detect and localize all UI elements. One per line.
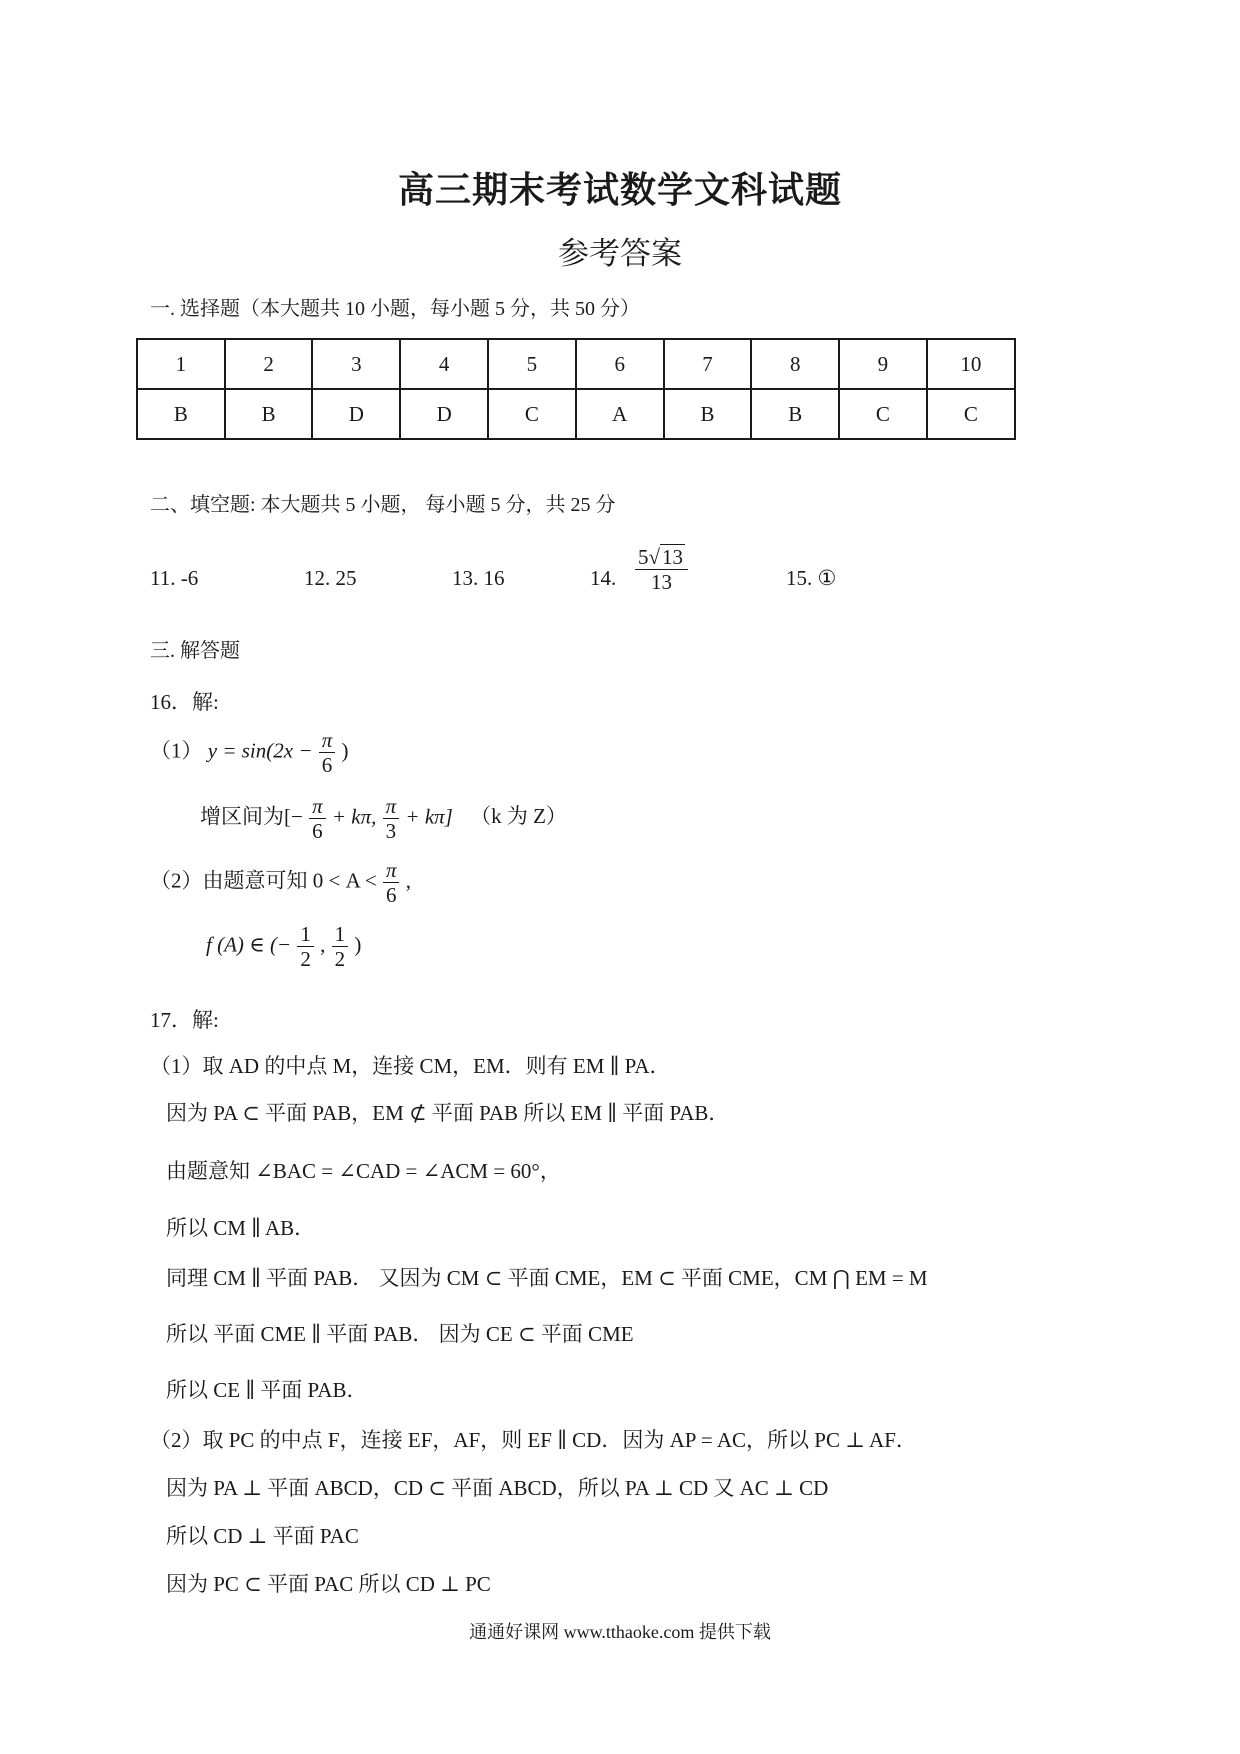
fraction-denominator: 13 [651, 570, 673, 595]
problem-16-range [206, 922, 361, 971]
table-cell: 6 [576, 339, 664, 389]
problem-16-interval [200, 794, 567, 843]
table-cell: D [312, 389, 400, 439]
fraction-denominator: 6 [321, 753, 333, 778]
answer-table-number-row [137, 339, 1015, 389]
table-cell: B [225, 389, 313, 439]
fill-answer-14-label: 14. [590, 566, 617, 590]
formula-text: ) [341, 738, 349, 763]
table-cell: 10 [927, 339, 1015, 389]
table-cell: D [400, 389, 488, 439]
fill-answer-14-fraction: $\frac{5√13}{13}$ [634, 545, 689, 594]
fraction-numerator: π [383, 794, 400, 819]
formula-text: （2）由题意可知 0 < A < [150, 868, 377, 893]
problem-17-label: 17．解: [150, 1008, 219, 1032]
fill-answer-13: 13. 16 [452, 566, 505, 590]
problem-17-line: （2）取 PC 的中点 F，连接 EF，AF，则 EF ∥ CD．因为 AP = AC，所以 PC ⊥ AF． [150, 1428, 917, 1452]
formula-text: y = sin(2x − [207, 738, 313, 763]
problem-16-part1 [150, 728, 349, 777]
fraction-denominator: 3 [385, 819, 397, 844]
table-cell: A [576, 389, 664, 439]
problem-17-line: 因为 PC ⊂ 平面 PAC 所以 CD ⊥ PC [166, 1572, 491, 1596]
table-cell: B [664, 389, 752, 439]
problem-16-label: 16．解: [150, 690, 219, 714]
formula-text: 增区间为[− [200, 804, 303, 829]
page-footer: 通通好课网 www.tthaoke.com 提供下载 [469, 1622, 771, 1642]
formula-text: f (A) ∈ (− [206, 932, 292, 957]
fraction-coefficient: 5 [638, 545, 649, 569]
section2-heading: 二、填空题: 本大题共 5 小题， 每小题 5 分，共 25 分 [150, 494, 616, 516]
table-cell: 5 [488, 339, 576, 389]
table-cell: B [137, 389, 225, 439]
answer-table-answer-row [137, 389, 1015, 439]
formula-text: ) [354, 932, 362, 957]
formula-text: , [405, 868, 411, 893]
fill-answer-11: 11. -6 [150, 566, 199, 590]
interval-note: （k 为 Z） [470, 804, 567, 829]
fraction-numerator: 1 [332, 922, 349, 947]
problem-17-line: 所以 CD ⊥ 平面 PAC [166, 1524, 359, 1548]
formula-text: , [320, 932, 326, 957]
answer-table [136, 338, 1016, 440]
part-label: （1） [150, 738, 203, 763]
problem-17-line: 因为 PA ⊥ 平面 ABCD，CD ⊂ 平面 ABCD，所以 PA ⊥ CD 又 AC ⊥ CD [166, 1476, 829, 1500]
fraction-denominator: 2 [300, 947, 311, 972]
section3-heading: 三. 解答题 [150, 640, 240, 662]
table-cell: C [488, 389, 576, 439]
fraction-radicand: 13 [662, 545, 684, 569]
table-cell: 3 [312, 339, 400, 389]
fraction-numerator: 1 [297, 922, 314, 947]
document-subtitle: 参考答案 [558, 236, 682, 271]
section1-heading: 一. 选择题（本大题共 10 小题，每小题 5 分，共 50 分） [150, 298, 640, 320]
table-cell: 7 [664, 339, 752, 389]
fraction-denominator: 6 [312, 819, 323, 844]
fraction-denominator: 6 [385, 883, 397, 908]
problem-16-part2 [150, 858, 411, 907]
fraction-denominator: 2 [334, 947, 346, 972]
problem-17-line: （1）取 AD 的中点 M，连接 CM，EM．则有 EM ∥ PA． [150, 1054, 671, 1078]
table-cell: 1 [137, 339, 225, 389]
table-cell: 8 [751, 339, 839, 389]
fill-answer-15: 15. ① [786, 566, 837, 590]
table-cell: 4 [400, 339, 488, 389]
problem-17-line: 由题意知 ∠BAC = ∠CAD = ∠ACM = 60°， [166, 1159, 561, 1183]
problem-17-line: 同理 CM ∥ 平面 PAB． 又因为 CM ⊂ 平面 CME，EM ⊂ 平面 CME，CM ⋂ EM = M [166, 1266, 928, 1290]
table-cell: C [927, 389, 1015, 439]
fraction-numerator: π [309, 794, 326, 819]
problem-17-line: 所以 CM ∥ AB． [166, 1216, 316, 1240]
problem-17-line: 所以 CE ∥ 平面 PAB． [166, 1378, 368, 1402]
table-cell: B [751, 389, 839, 439]
fraction-numerator: π [383, 858, 400, 883]
fraction-numerator: π [319, 728, 336, 753]
table-cell: 9 [839, 339, 927, 389]
problem-17-line: 因为 PA ⊂ 平面 PAB，EM ⊄ 平面 PAB 所以 EM ∥ 平面 PAB． [166, 1101, 730, 1125]
table-cell: C [839, 389, 927, 439]
document-title: 高三期末考试数学文科试题 [397, 170, 842, 210]
table-cell: 2 [225, 339, 313, 389]
formula-text: + kπ, [331, 804, 377, 829]
formula-text: + kπ] [405, 804, 453, 829]
problem-17-line: 所以 平面 CME ∥ 平面 PAB． 因为 CE ⊂ 平面 CME [166, 1322, 634, 1346]
fill-answer-12: 12. 25 [304, 566, 357, 590]
